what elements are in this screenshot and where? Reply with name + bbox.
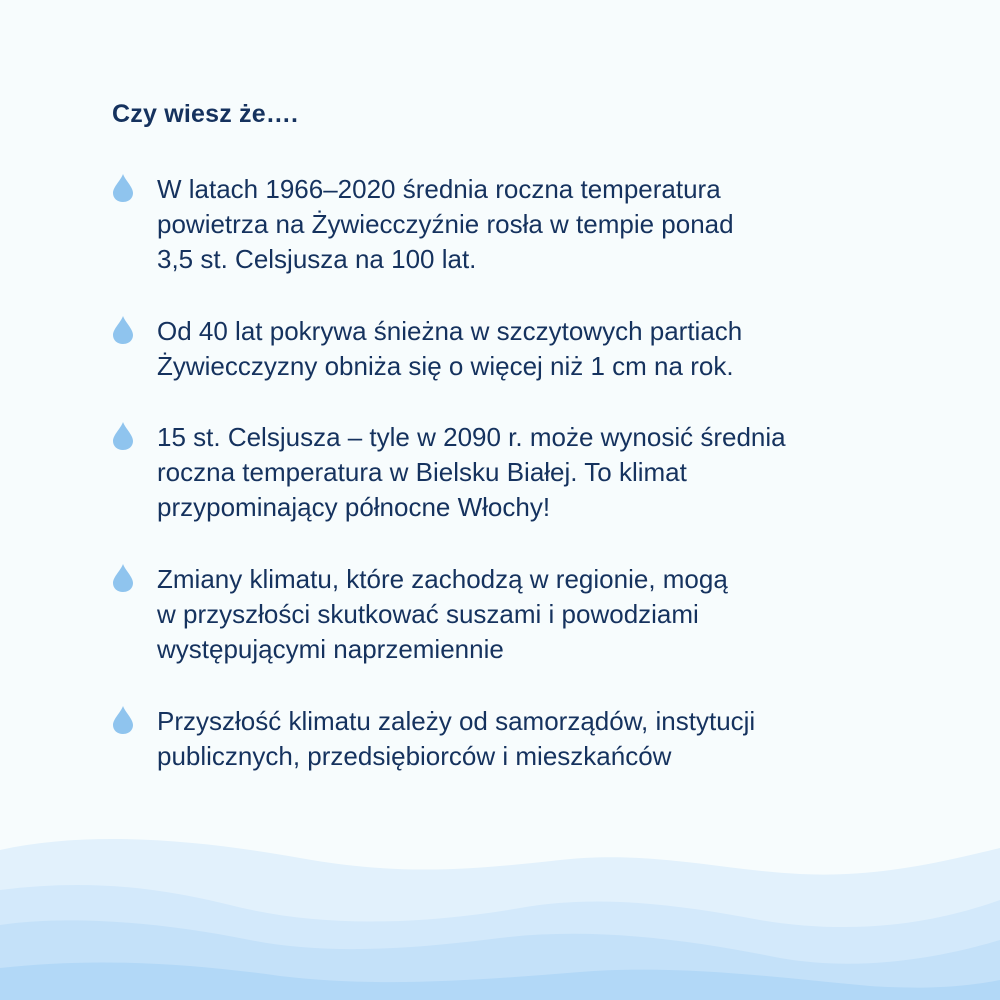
fact-text: 15 st. Celsjusza – tyle w 2090 r. może wynosić średnia roczna temperatura w Bielsku Białej. To klimat przypominający północne Włochy! bbox=[157, 422, 786, 522]
fact-text: Od 40 lat pokrywa śnieżna w szczytowych partiach Żywiecczyzny obniża się o więcej niż 1 cm na rok. bbox=[157, 316, 743, 381]
list-item bbox=[112, 314, 952, 384]
fact-text: Przyszłość klimatu zależy od samorządów, instytucji publicznych, przedsiębiorców i mieszkańców bbox=[157, 706, 756, 771]
water-drop-icon bbox=[112, 705, 134, 735]
water-drop-icon bbox=[112, 173, 134, 203]
list-item bbox=[112, 562, 952, 667]
water-drop-icon bbox=[112, 563, 134, 593]
list-item bbox=[112, 704, 952, 774]
wave-decoration bbox=[0, 830, 1000, 1000]
page-title: Czy wiesz że…. bbox=[112, 100, 299, 128]
list-item bbox=[112, 172, 952, 277]
fact-text: W latach 1966–2020 średnia roczna temperatura powietrza na Żywiecczyźnie rosła w tempie ponad 3,5 st. Celsjusza na 100 lat. bbox=[157, 174, 734, 274]
list-item bbox=[112, 420, 952, 525]
fact-text: Zmiany klimatu, które zachodzą w regionie, mogą w przyszłości skutkować suszami i powodziami występującymi naprzemiennie bbox=[157, 564, 728, 664]
facts-list bbox=[112, 172, 952, 811]
water-drop-icon bbox=[112, 315, 134, 345]
water-drop-icon bbox=[112, 421, 134, 451]
